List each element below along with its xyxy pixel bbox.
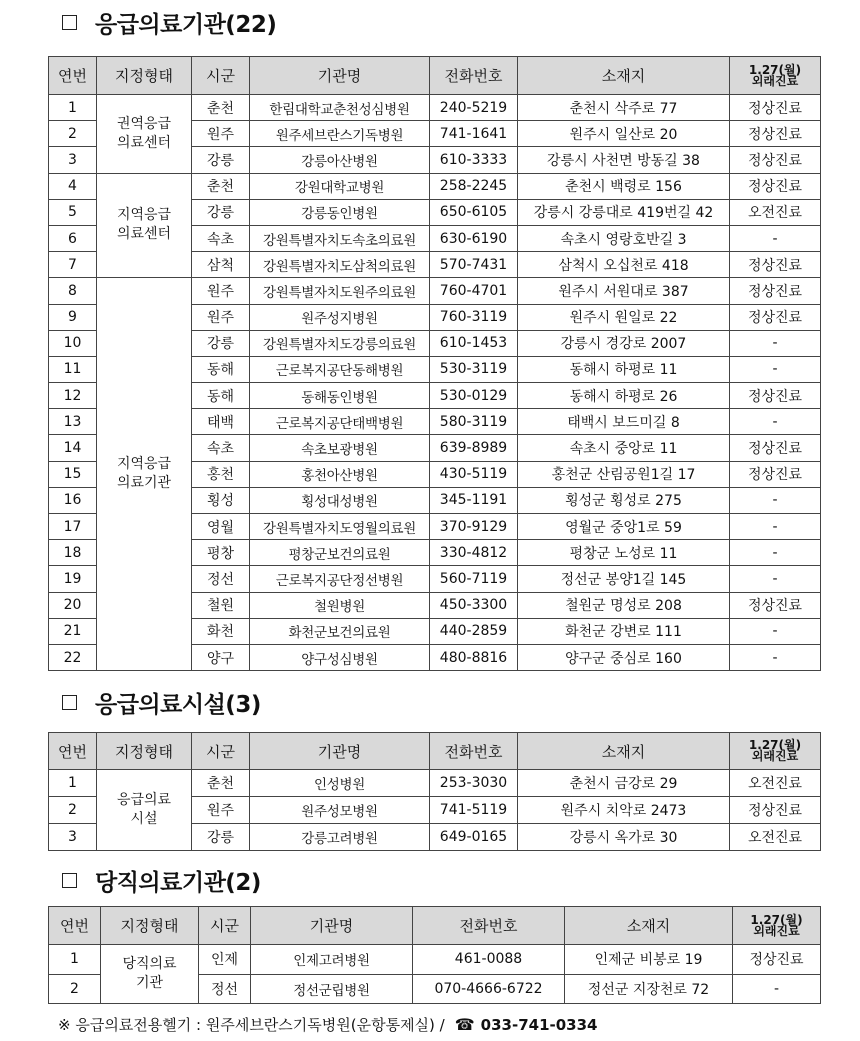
emergency-institutions-table — [48, 56, 821, 671]
cell-institution-name: 강원특별자치도영월의료원 — [250, 514, 430, 540]
cell-institution-name: 강원특별자치도속초의료원 — [250, 225, 430, 251]
header-status-label: 외래진료 — [751, 73, 799, 88]
section-title-text: 당직의료기관(2) — [95, 870, 261, 896]
cell-address: 춘천시 삭주로 77 — [518, 95, 730, 121]
cell-no: 9 — [49, 304, 97, 330]
cell-phone: 760-4701 — [430, 278, 518, 304]
cell-outpatient-status: - — [730, 540, 821, 566]
cell-outpatient-status: - — [730, 566, 821, 592]
cell-address: 원주시 원일로 22 — [518, 304, 730, 330]
cell-address: 태백시 보드미길 8 — [518, 409, 730, 435]
section-title-text: 응급의료시설(3) — [95, 692, 261, 718]
cell-institution-name: 강릉동인병원 — [250, 199, 430, 225]
cell-outpatient-status: 오전진료 — [730, 199, 821, 225]
table-row — [49, 770, 821, 797]
cell-city: 강릉 — [192, 330, 250, 356]
cell-no: 3 — [49, 824, 97, 851]
header-address: 소재지 — [565, 907, 733, 945]
cell-no: 6 — [49, 225, 97, 251]
cell-outpatient-status: 정상진료 — [730, 304, 821, 330]
cell-phone: 480-8816 — [430, 644, 518, 670]
cell-address: 원주시 일산로 20 — [518, 121, 730, 147]
cell-outpatient-status: 정상진료 — [730, 173, 821, 199]
cell-address: 횡성군 횡성로 275 — [518, 487, 730, 513]
cell-no: 21 — [49, 618, 97, 644]
cell-institution-name: 원주성지병원 — [250, 304, 430, 330]
header-status-label: 외래진료 — [751, 749, 799, 763]
cell-institution-name: 강릉아산병원 — [250, 147, 430, 173]
cell-institution-name: 평창군보건의료원 — [250, 540, 430, 566]
cell-phone: 461-0088 — [413, 945, 565, 975]
cell-outpatient-status: 정상진료 — [730, 461, 821, 487]
designation-line: 의료센터 — [116, 134, 172, 151]
designation-line: 권역응급 — [116, 115, 172, 132]
cell-institution-name: 강원특별자치도삼척의료원 — [250, 252, 430, 278]
checkbox-icon — [62, 15, 77, 30]
designation-line: 의료기관 — [116, 475, 172, 492]
emergency-facilities-table — [48, 732, 821, 851]
cell-institution-name: 한림대학교춘천성심병원 — [250, 95, 430, 121]
cell-outpatient-status: - — [730, 644, 821, 670]
table-header-row — [49, 733, 821, 770]
cell-no: 12 — [49, 383, 97, 409]
cell-outpatient-status: - — [730, 356, 821, 382]
cell-no: 11 — [49, 356, 97, 382]
cell-no: 13 — [49, 409, 97, 435]
cell-phone: 450-3300 — [430, 592, 518, 618]
cell-outpatient-status: 정상진료 — [730, 383, 821, 409]
designation-line: 응급의료 — [116, 792, 172, 808]
header-phone: 전화번호 — [430, 57, 518, 95]
cell-designation-type — [97, 95, 192, 174]
cell-address: 강릉시 경강로 2007 — [518, 330, 730, 356]
cell-city: 강릉 — [192, 824, 250, 851]
cell-outpatient-status: - — [730, 618, 821, 644]
header-name: 기관명 — [251, 907, 413, 945]
cell-city: 정선 — [192, 566, 250, 592]
cell-address: 강릉시 사천면 방동길 38 — [518, 147, 730, 173]
header-status-date: 1.27(월) — [748, 62, 802, 77]
cell-city: 강릉 — [192, 147, 250, 173]
cell-institution-name: 근로복지공단태백병원 — [250, 409, 430, 435]
cell-phone: 370-9129 — [430, 514, 518, 540]
table-row — [49, 173, 821, 199]
table-row — [49, 278, 821, 304]
cell-address: 동해시 하평로 11 — [518, 356, 730, 382]
cell-city: 동해 — [192, 383, 250, 409]
header-status-date: 1.27(월) — [750, 912, 803, 927]
cell-outpatient-status: 정상진료 — [730, 797, 821, 824]
cell-outpatient-status: 정상진료 — [730, 121, 821, 147]
cell-phone: 610-3333 — [430, 147, 518, 173]
cell-city: 태백 — [192, 409, 250, 435]
cell-no: 2 — [49, 974, 101, 1004]
cell-address: 춘천시 백령로 156 — [518, 173, 730, 199]
cell-outpatient-status: - — [730, 330, 821, 356]
cell-phone: 530-0129 — [430, 383, 518, 409]
header-city: 시군 — [192, 57, 250, 95]
cell-address: 정선군 지장천로 72 — [565, 974, 733, 1004]
cell-address: 춘천시 금강로 29 — [518, 770, 730, 797]
cell-no: 15 — [49, 461, 97, 487]
cell-outpatient-status: - — [730, 225, 821, 251]
cell-address: 영월군 중앙1로 59 — [518, 514, 730, 540]
cell-city: 속초 — [192, 225, 250, 251]
cell-phone: 580-3119 — [430, 409, 518, 435]
cell-city: 화천 — [192, 618, 250, 644]
cell-institution-name: 양구성심병원 — [250, 644, 430, 670]
designation-line: 지역응급 — [116, 207, 172, 224]
cell-institution-name: 강원대학교병원 — [250, 173, 430, 199]
cell-city: 원주 — [192, 797, 250, 824]
footer-helicopter-note — [58, 1014, 598, 1035]
cell-institution-name: 원주성모병원 — [250, 797, 430, 824]
cell-address: 속초시 중앙로 11 — [518, 435, 730, 461]
cell-phone: 530-3119 — [430, 356, 518, 382]
section-title-emergency-institutions — [62, 6, 276, 39]
cell-no: 5 — [49, 199, 97, 225]
cell-address: 강릉시 옥가로 30 — [518, 824, 730, 851]
cell-phone: 639-8989 — [430, 435, 518, 461]
cell-outpatient-status: 정상진료 — [730, 95, 821, 121]
designation-line: 지역응급 — [116, 456, 172, 473]
table-row — [49, 95, 821, 121]
header-outpatient-status — [733, 907, 821, 945]
cell-city: 홍천 — [192, 461, 250, 487]
cell-no: 18 — [49, 540, 97, 566]
cell-no: 4 — [49, 173, 97, 199]
header-address: 소재지 — [518, 57, 730, 95]
table-row — [49, 945, 821, 975]
header-name: 기관명 — [250, 733, 430, 770]
cell-address: 강릉시 강릉대로 419번길 42 — [518, 199, 730, 225]
cell-institution-name: 근로복지공단정선병원 — [250, 566, 430, 592]
header-type: 지정형태 — [97, 733, 192, 770]
footer-phone-number: 033-741-0334 — [480, 1015, 598, 1034]
header-no: 연번 — [49, 907, 101, 945]
cell-institution-name: 강릉고려병원 — [250, 824, 430, 851]
cell-institution-name: 속초보광병원 — [250, 435, 430, 461]
cell-phone: 570-7431 — [430, 252, 518, 278]
cell-phone: 741-1641 — [430, 121, 518, 147]
cell-city: 원주 — [192, 121, 250, 147]
cell-outpatient-status: 오전진료 — [730, 824, 821, 851]
header-type: 지정형태 — [97, 57, 192, 95]
cell-address: 평창군 노성로 11 — [518, 540, 730, 566]
cell-no: 7 — [49, 252, 97, 278]
cell-city: 영월 — [192, 514, 250, 540]
cell-institution-name: 화천군보건의료원 — [250, 618, 430, 644]
cell-institution-name: 횡성대성병원 — [250, 487, 430, 513]
cell-no: 3 — [49, 147, 97, 173]
cell-phone: 253-3030 — [430, 770, 518, 797]
telephone-icon: ☎ — [454, 1015, 475, 1034]
cell-address: 철원군 명성로 208 — [518, 592, 730, 618]
table-header-row — [49, 907, 821, 945]
cell-institution-name: 철원병원 — [250, 592, 430, 618]
cell-address: 원주시 서원대로 387 — [518, 278, 730, 304]
cell-outpatient-status: 오전진료 — [730, 770, 821, 797]
cell-phone: 440-2859 — [430, 618, 518, 644]
footer-note-text: ※ 응급의료전용헬기 : 원주세브란스기독병원(운항통제실) / — [58, 1016, 445, 1034]
cell-no: 2 — [49, 797, 97, 824]
cell-institution-name: 인제고려병원 — [251, 945, 413, 975]
cell-city: 횡성 — [192, 487, 250, 513]
cell-no: 1 — [49, 95, 97, 121]
cell-city: 원주 — [192, 304, 250, 330]
cell-city: 강릉 — [192, 199, 250, 225]
header-city: 시군 — [192, 733, 250, 770]
cell-phone: 070-4666-6722 — [413, 974, 565, 1004]
section-title-on-duty-institutions — [62, 864, 261, 897]
cell-institution-name: 강원특별자치도원주의료원 — [250, 278, 430, 304]
cell-city: 삼척 — [192, 252, 250, 278]
cell-no: 1 — [49, 770, 97, 797]
cell-designation-type — [97, 278, 192, 671]
cell-address: 삼척시 오십천로 418 — [518, 252, 730, 278]
cell-outpatient-status: 정상진료 — [733, 945, 821, 975]
cell-phone: 345-1191 — [430, 487, 518, 513]
cell-city: 정선 — [199, 974, 251, 1004]
cell-outpatient-status: - — [730, 487, 821, 513]
cell-no: 14 — [49, 435, 97, 461]
cell-institution-name: 정선군립병원 — [251, 974, 413, 1004]
cell-no: 2 — [49, 121, 97, 147]
cell-no: 8 — [49, 278, 97, 304]
header-phone: 전화번호 — [430, 733, 518, 770]
cell-phone: 430-5119 — [430, 461, 518, 487]
cell-no: 16 — [49, 487, 97, 513]
cell-outpatient-status: - — [733, 974, 821, 1004]
section-title-emergency-facilities — [62, 686, 261, 719]
cell-no: 10 — [49, 330, 97, 356]
on-duty-institutions-table — [48, 906, 821, 1004]
cell-institution-name: 인성병원 — [250, 770, 430, 797]
designation-line: 의료센터 — [116, 226, 172, 243]
cell-institution-name: 동해동인병원 — [250, 383, 430, 409]
cell-address: 화천군 강변로 111 — [518, 618, 730, 644]
cell-outpatient-status: 정상진료 — [730, 252, 821, 278]
checkbox-icon — [62, 695, 77, 710]
table-header-row — [49, 57, 821, 95]
cell-address: 원주시 치악로 2473 — [518, 797, 730, 824]
header-outpatient-status — [730, 733, 821, 770]
header-status-date: 1.27(월) — [748, 738, 802, 752]
cell-phone: 560-7119 — [430, 566, 518, 592]
cell-address: 동해시 하평로 26 — [518, 383, 730, 409]
cell-phone: 741-5119 — [430, 797, 518, 824]
cell-no: 22 — [49, 644, 97, 670]
cell-designation-type — [97, 173, 192, 278]
cell-outpatient-status: - — [730, 409, 821, 435]
cell-city: 춘천 — [192, 770, 250, 797]
cell-phone: 258-2245 — [430, 173, 518, 199]
cell-outpatient-status: - — [730, 514, 821, 540]
header-status-label: 외래진료 — [753, 923, 800, 938]
cell-city: 속초 — [192, 435, 250, 461]
header-name: 기관명 — [250, 57, 430, 95]
designation-line: 시설 — [130, 811, 158, 827]
cell-designation-type — [97, 770, 192, 851]
cell-address: 속초시 영랑호반길 3 — [518, 225, 730, 251]
cell-city: 평창 — [192, 540, 250, 566]
cell-city: 인제 — [199, 945, 251, 975]
header-outpatient-status — [730, 57, 821, 95]
cell-address: 양구군 중심로 160 — [518, 644, 730, 670]
cell-institution-name: 강원특별자치도강릉의료원 — [250, 330, 430, 356]
cell-phone: 610-1453 — [430, 330, 518, 356]
cell-designation-type — [101, 945, 199, 1004]
cell-city: 원주 — [192, 278, 250, 304]
cell-outpatient-status: 정상진료 — [730, 435, 821, 461]
cell-outpatient-status: 정상진료 — [730, 278, 821, 304]
cell-phone: 760-3119 — [430, 304, 518, 330]
cell-no: 1 — [49, 945, 101, 975]
cell-city: 춘천 — [192, 173, 250, 199]
header-no: 연번 — [49, 57, 97, 95]
cell-institution-name: 근로복지공단동해병원 — [250, 356, 430, 382]
cell-city: 양구 — [192, 644, 250, 670]
cell-no: 19 — [49, 566, 97, 592]
header-no: 연번 — [49, 733, 97, 770]
cell-institution-name: 홍천아산병원 — [250, 461, 430, 487]
designation-line: 기관 — [135, 975, 164, 991]
cell-address: 인제군 비봉로 19 — [565, 945, 733, 975]
cell-outpatient-status: 정상진료 — [730, 592, 821, 618]
cell-city: 동해 — [192, 356, 250, 382]
cell-phone: 649-0165 — [430, 824, 518, 851]
checkbox-icon — [62, 873, 77, 888]
designation-line: 당직의료 — [122, 956, 177, 972]
cell-outpatient-status: 정상진료 — [730, 147, 821, 173]
header-phone: 전화번호 — [413, 907, 565, 945]
cell-city: 철원 — [192, 592, 250, 618]
header-address: 소재지 — [518, 733, 730, 770]
cell-phone: 330-4812 — [430, 540, 518, 566]
cell-phone: 630-6190 — [430, 225, 518, 251]
header-type: 지정형태 — [101, 907, 199, 945]
cell-city: 춘천 — [192, 95, 250, 121]
section-title-text: 응급의료기관(22) — [95, 12, 277, 38]
cell-phone: 240-5219 — [430, 95, 518, 121]
cell-institution-name: 원주세브란스기독병원 — [250, 121, 430, 147]
cell-no: 20 — [49, 592, 97, 618]
cell-no: 17 — [49, 514, 97, 540]
header-city: 시군 — [199, 907, 251, 945]
cell-phone: 650-6105 — [430, 199, 518, 225]
cell-address: 홍천군 산림공원1길 17 — [518, 461, 730, 487]
cell-address: 정선군 봉양1길 145 — [518, 566, 730, 592]
